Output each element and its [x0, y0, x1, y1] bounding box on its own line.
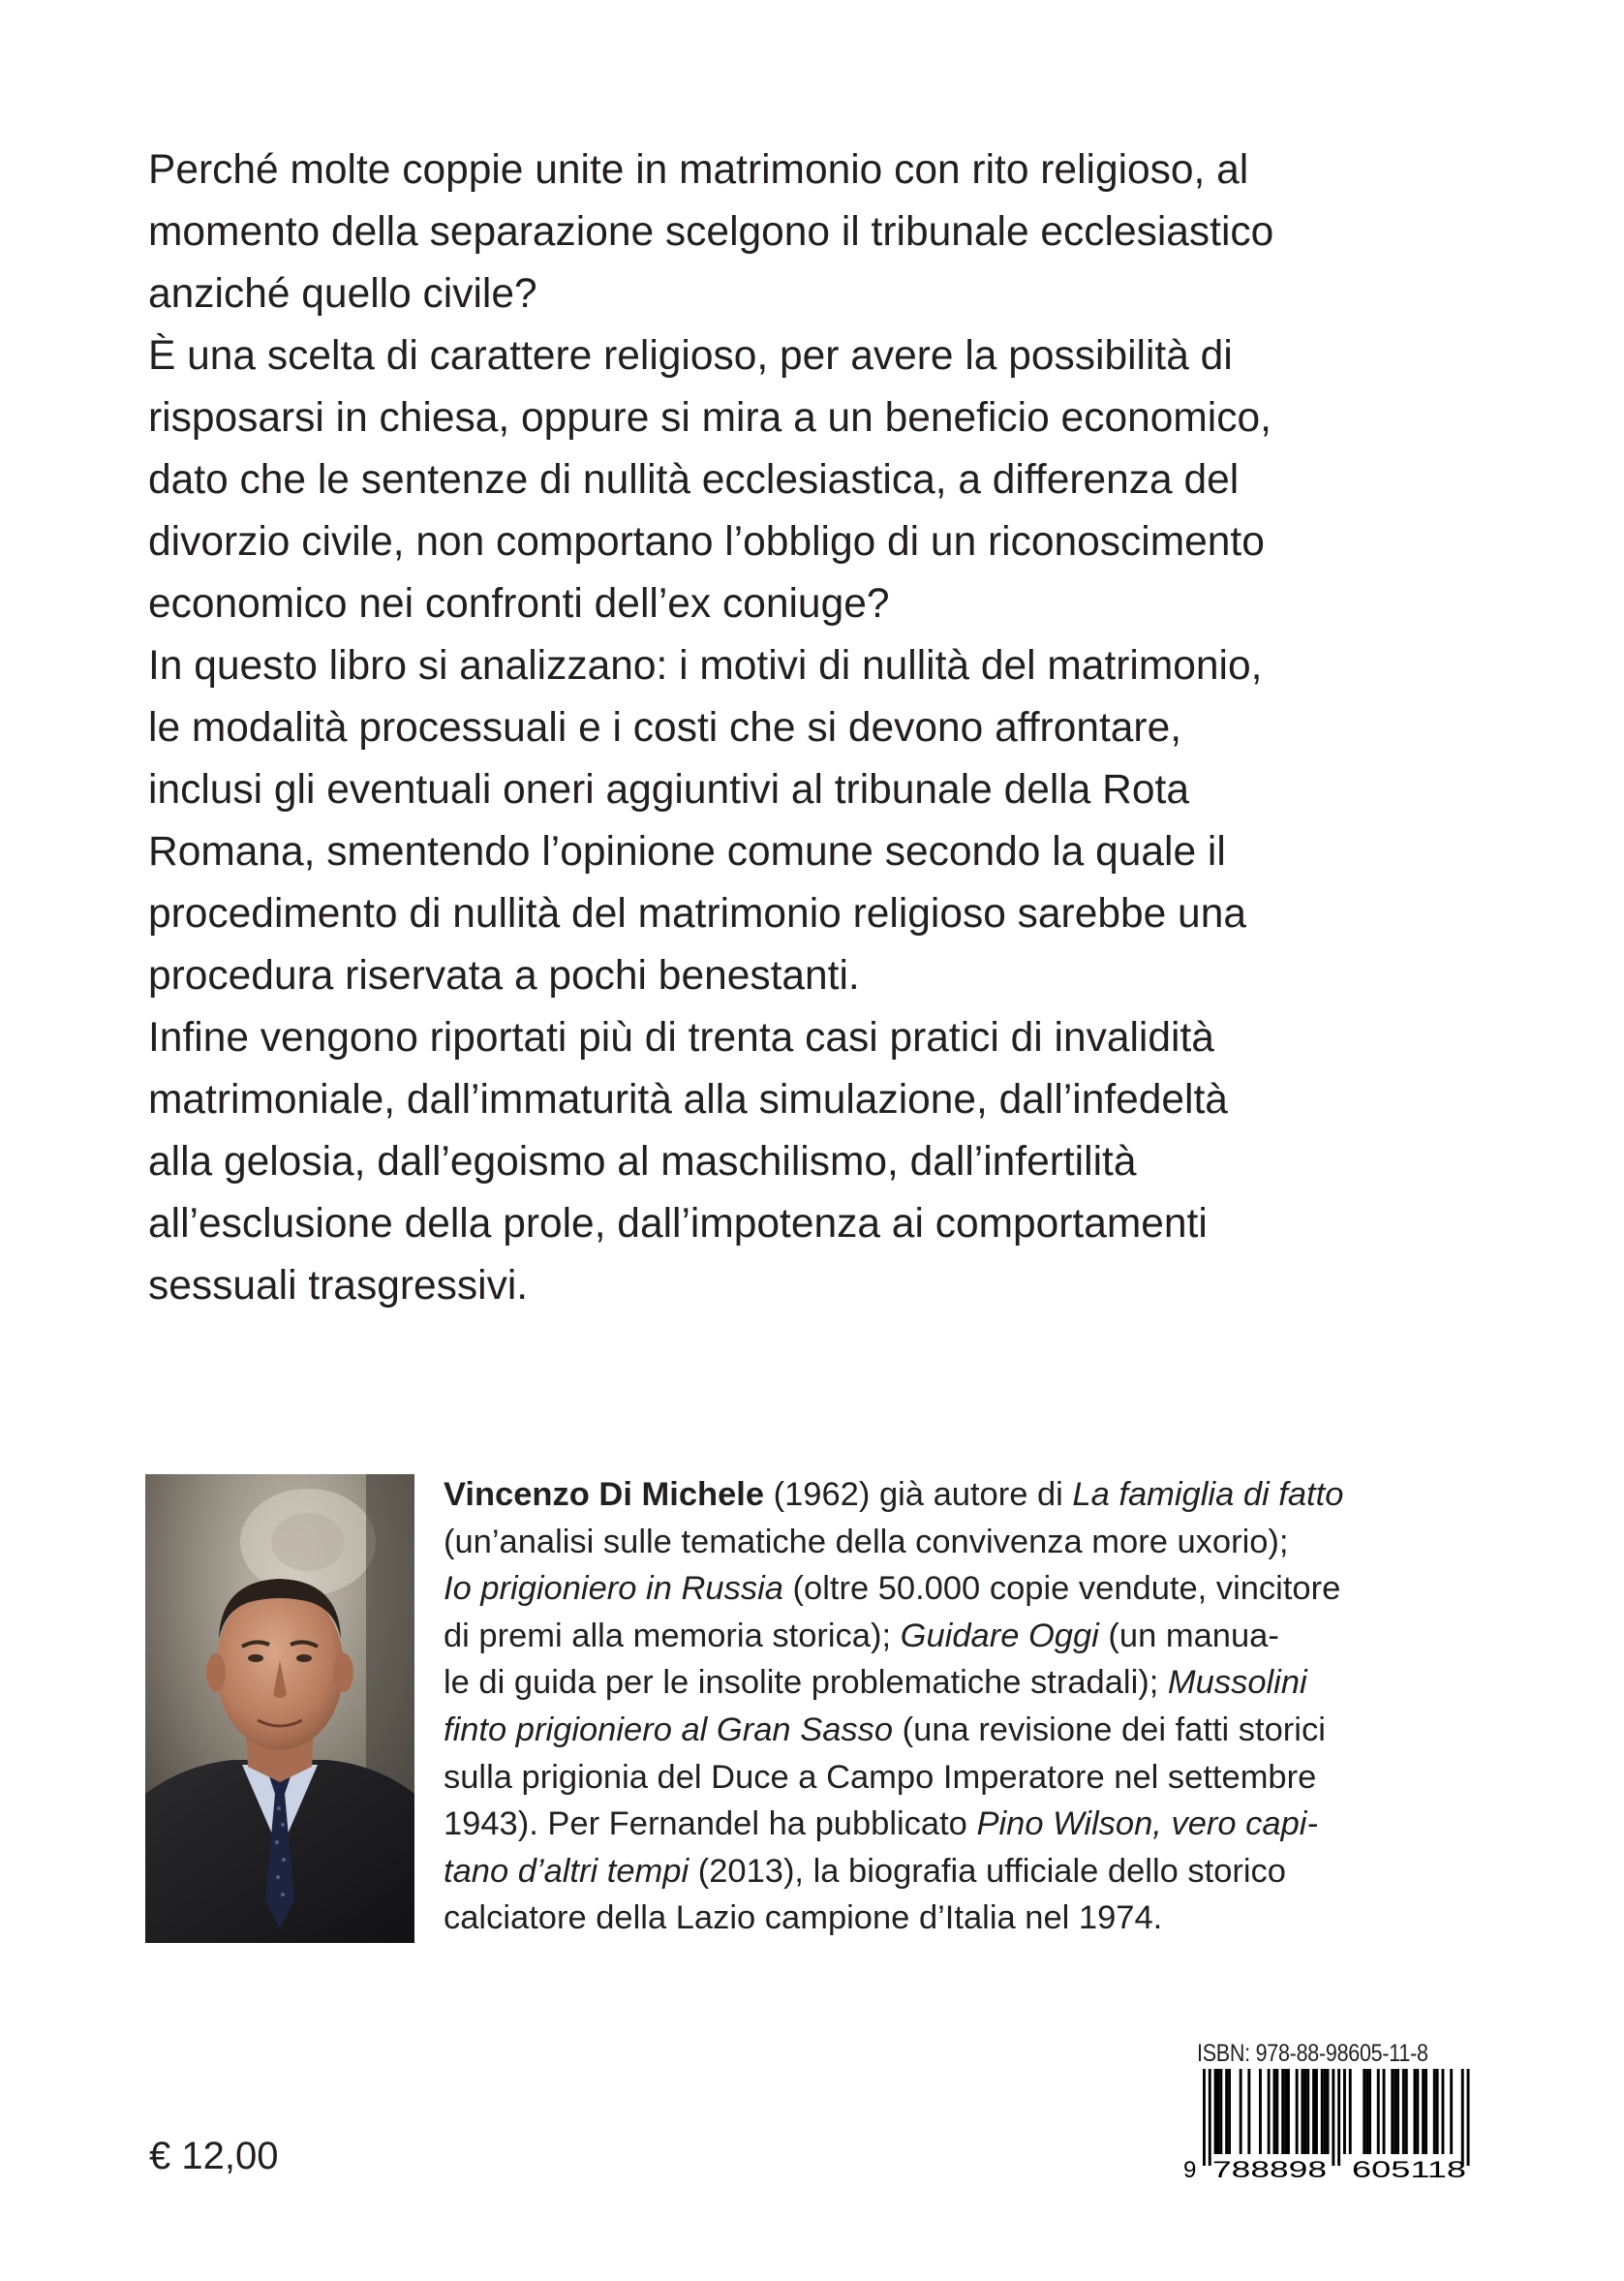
blurb-line: procedura riservata a pochi benestanti. [148, 953, 860, 999]
blurb-line: Perché molte coppie unite in matrimonio con rito religioso, al [148, 147, 1249, 193]
book-title: finto prigioniero al Gran Sasso [444, 1711, 894, 1748]
bio-line [444, 1801, 1557, 1848]
barcode-bar [1368, 2069, 1371, 2154]
book-title: La famiglia di fatto [1072, 1476, 1344, 1513]
blurb-line: Infine vengono riportati più di trenta casi pratici di invalidità [148, 1015, 1214, 1061]
author-bio [444, 1471, 1557, 1942]
bio-line: calciatore della Lazio campione d’Italia nel 1974. [444, 1899, 1163, 1937]
blurb-line: momento della separazione scelgono il tribunale ecclesiastico [148, 209, 1274, 255]
barcode-bar [1442, 2069, 1445, 2154]
barcode-bar [1343, 2069, 1346, 2154]
barcode-bar [1217, 2069, 1220, 2154]
bio-line [444, 1848, 1557, 1896]
barcode-bar [1349, 2069, 1352, 2154]
barcode-bar [1436, 2069, 1439, 2154]
barcode-bar [1396, 2069, 1399, 2154]
barcode-bar [1312, 2069, 1315, 2154]
barcode-bar [1425, 2069, 1427, 2154]
blurb-line: dato che le sentenze di nullità ecclesiastica, a differenza del [148, 457, 1240, 503]
price-label: € 12,00 [149, 2135, 279, 2177]
barcode-bar [1450, 2069, 1453, 2154]
barcode-bar [1433, 2069, 1436, 2154]
blurb-line: È una scelta di carattere religioso, per avere la possibilità di [148, 333, 1233, 379]
bio-text: di premi alla memoria storica); [444, 1617, 901, 1654]
bio-line: (un’analisi sulle tematiche della convivenza more uxorio); [444, 1523, 1289, 1560]
barcode-bar [1337, 2069, 1340, 2166]
blurb-line: Romana, smentendo l’opinione comune secondo la quale il [148, 829, 1226, 875]
barcode-bar [1391, 2069, 1394, 2154]
book-title: tano d’altri tempi [444, 1852, 689, 1890]
barcode-bar [1273, 2069, 1276, 2154]
bio-line: sulla prigionia del Duce a Campo Imperatore nel settembre [444, 1758, 1317, 1796]
bio-text: (un manua- [1098, 1617, 1279, 1654]
bio-line [444, 1613, 1557, 1660]
barcode-bar [1296, 2069, 1299, 2154]
blurb-line: sessuali trasgressivi. [148, 1263, 529, 1309]
barcode-bar [1315, 2069, 1318, 2154]
bio-line [444, 1707, 1557, 1754]
barcode-bar [1324, 2069, 1327, 2154]
back-cover-blurb [148, 139, 1504, 1317]
barcode-bar [1228, 2069, 1231, 2154]
barcode-digits-left: 788898 [1212, 2157, 1327, 2183]
barcode-bar [1268, 2069, 1271, 2154]
barcode-bar [1306, 2069, 1309, 2154]
bio-text: le di guida per le insolite problematiche stradali); [444, 1664, 1168, 1702]
bio-text: (oltre 50.000 copie vendute, vincitore [782, 1570, 1341, 1608]
book-title: Mussolini [1167, 1664, 1307, 1702]
barcode-bar [1422, 2069, 1425, 2154]
bio-line [444, 1565, 1557, 1613]
barcode-bar [1416, 2069, 1419, 2154]
bio-text: 1943). Per Fernandel ha pubblicato [444, 1805, 977, 1843]
barcode-bar [1275, 2069, 1278, 2154]
barcode-bar [1225, 2069, 1228, 2154]
book-title: Pino Wilson, vero capi- [976, 1805, 1318, 1843]
blurb-line: inclusi gli eventuali oneri aggiuntivi al tribunale della Rota [148, 767, 1189, 813]
barcode-bar [1203, 2069, 1206, 2166]
bio-line [444, 1659, 1557, 1707]
author-name: Vincenzo Di Michele [444, 1476, 765, 1513]
barcode-bar [1402, 2069, 1405, 2154]
barcode-bar [1467, 2069, 1470, 2166]
barcode-bar [1365, 2069, 1368, 2154]
barcode-bar [1377, 2069, 1380, 2154]
bio-text: (una revisione dei fatti storici [893, 1711, 1326, 1748]
bio-text: (2013), la biografia ufficiale dello storico [689, 1852, 1286, 1890]
blurb-line: divorzio civile, non comportano l’obbligo di un riconoscimento [148, 519, 1265, 565]
blurb-line: alla gelosia, dall’egoismo al maschilismo, dall’infertilità [148, 1139, 1137, 1185]
barcode-bar [1259, 2069, 1262, 2154]
barcode-bar [1405, 2069, 1408, 2154]
barcode-bar [1302, 2069, 1304, 2154]
barcode-bar [1363, 2069, 1365, 2154]
blurb-line: procedimento di nullità del matrimonio religioso sarebbe una [148, 891, 1246, 937]
bio-text: (1962) già autore di [764, 1476, 1073, 1513]
book-title: Guidare Oggi [900, 1617, 1099, 1654]
barcode-bar [1303, 2069, 1306, 2154]
barcode-bar [1332, 2069, 1334, 2166]
barcode-bar [1321, 2069, 1324, 2154]
barcode-bar [1240, 2069, 1242, 2154]
blurb-line: economico nei confronti dell’ex coniuge? [148, 581, 890, 627]
barcode-bar [1394, 2069, 1396, 2154]
blurb-line: matrimoniale, dall’immaturità alla simulazione, dall’infedeltà [148, 1077, 1228, 1123]
bio-line [444, 1471, 1557, 1519]
blurb-line: all’esclusione della prole, dall’impotenza ai comportamenti [148, 1201, 1208, 1247]
barcode-bar [1383, 2069, 1386, 2154]
blurb-line: risposarsi in chiesa, oppure si mira a un beneficio economico, [148, 395, 1272, 441]
book-title: Io prigioniero in Russia [444, 1570, 783, 1608]
barcode-bar [1281, 2069, 1284, 2154]
barcode-bar [1414, 2069, 1417, 2154]
isbn-label: ISBN: 978-88-98605-11-8 [1197, 2040, 1428, 2067]
barcode-digits-right: 605118 [1352, 2157, 1466, 2183]
isbn-barcode [1180, 2069, 1484, 2183]
barcode-bar [1247, 2069, 1250, 2154]
barcode-bar [1219, 2069, 1222, 2154]
barcode-bars [1203, 2069, 1470, 2166]
barcode-bar [1214, 2069, 1217, 2154]
blurb-line: anziché quello civile? [148, 271, 537, 317]
barcode-bar [1327, 2069, 1330, 2154]
barcode-digit-first: 9 [1183, 2157, 1197, 2183]
author-photo [145, 1474, 414, 1943]
blurb-line: le modalità processuali e i costi che si devono affrontare, [148, 705, 1182, 751]
barcode-bar [1284, 2069, 1287, 2154]
barcode-bar [1461, 2069, 1464, 2166]
barcode-bar [1209, 2069, 1211, 2166]
barcode-bar [1287, 2069, 1290, 2154]
blurb-line: In questo libro si analizzano: i motivi di nullità del matrimonio, [148, 643, 1263, 689]
